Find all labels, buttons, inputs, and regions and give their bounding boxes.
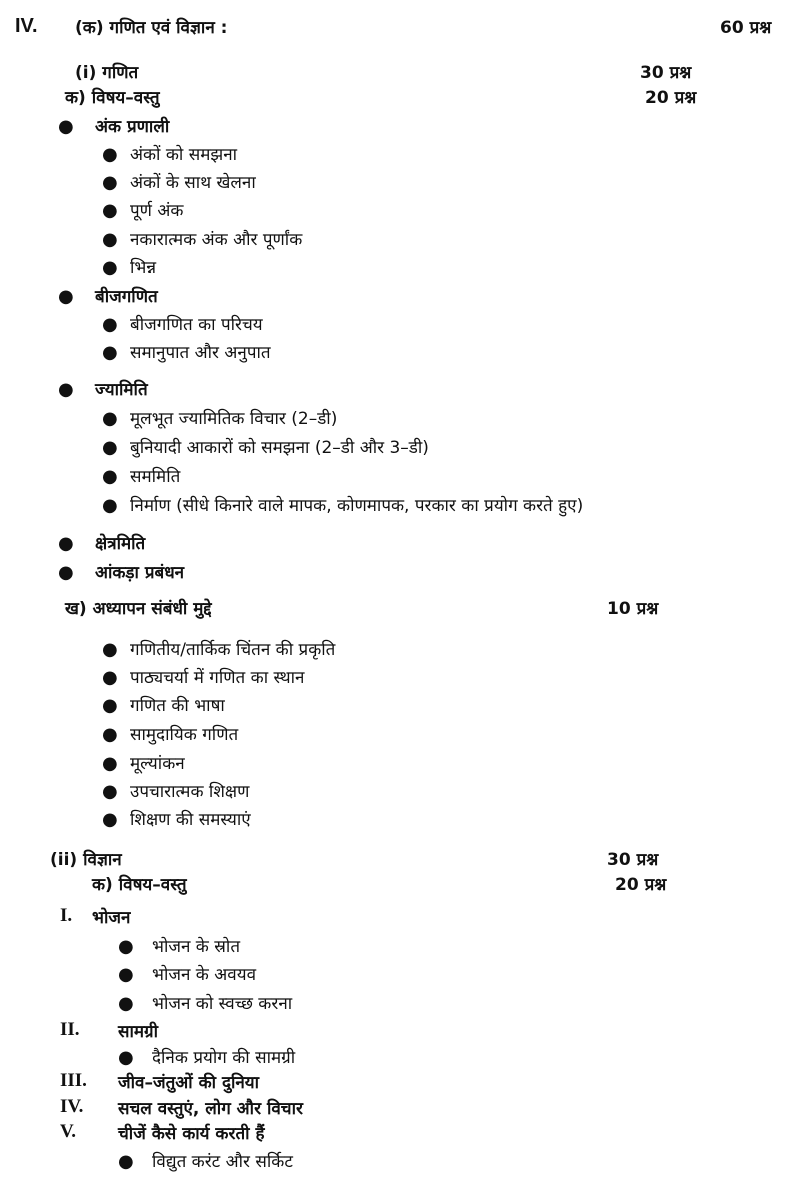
- pedagogy-title: ख) अध्यापन संबंधी मुद्दे: [65, 599, 212, 619]
- list-item: अंकों के साथ खेलना: [130, 173, 256, 193]
- bullet-icon: ●: [102, 342, 118, 363]
- bullet-icon: ●: [102, 172, 118, 193]
- list-item: बीजगणित का परिचय: [130, 315, 263, 335]
- list-item: भोजन के अवयव: [152, 965, 257, 985]
- science-count: 30 प्रश्न: [607, 850, 659, 870]
- topic-heading: क्षेत्रमिति: [95, 534, 146, 554]
- topic-heading: बीजगणित: [95, 287, 158, 307]
- maths-title: (i) गणित: [75, 63, 139, 83]
- bullet-icon: ●: [102, 695, 118, 716]
- list-item: दैनिक प्रयोग की सामग्री: [152, 1048, 296, 1068]
- list-item: नकारात्मक अंक और पूर्णांक: [130, 230, 303, 250]
- bullet-icon: ●: [102, 724, 118, 745]
- science-content-count: 20 प्रश्न: [615, 875, 667, 895]
- science-title: (ii) विज्ञान: [50, 850, 122, 870]
- list-item: सममिति: [130, 467, 181, 487]
- bullet-icon: ●: [102, 144, 118, 165]
- bullet-icon: ●: [102, 200, 118, 221]
- topic-heading: सामग्री: [118, 1022, 159, 1042]
- list-item: भिन्न: [130, 258, 157, 278]
- bullet-icon: ●: [102, 257, 118, 278]
- topic-heading: भोजन: [92, 908, 131, 928]
- list-item: शिक्षण की समस्याएं: [130, 810, 251, 830]
- list-item: पूर्ण अंक: [130, 201, 184, 221]
- topic-heading: आंकड़ा प्रबंधन: [95, 563, 185, 583]
- list-item: विद्युत करंट और सर्किट: [152, 1152, 293, 1172]
- bullet-icon: ●: [118, 1047, 134, 1068]
- bullet-icon: ●: [102, 753, 118, 774]
- bullet-icon: ●: [118, 1151, 134, 1172]
- topic-heading: चीजें कैसे कार्य करती हैं: [118, 1124, 265, 1144]
- topic-numeral: V.: [60, 1121, 77, 1142]
- bullet-icon: ●: [102, 437, 118, 458]
- bullet-icon: ●: [102, 667, 118, 688]
- topic-heading: जीव–जंतुओं की दुनिया: [118, 1073, 260, 1093]
- topic-heading: ज्यामिति: [95, 380, 148, 400]
- bullet-icon: ●: [102, 639, 118, 660]
- pedagogy-count: 10 प्रश्न: [607, 599, 659, 619]
- list-item: पाठ्यचर्या में गणित का स्थान: [130, 668, 305, 688]
- topic-heading: सचल वस्तुएं, लोग और विचार: [118, 1099, 303, 1119]
- science-content-title: क) विषय–वस्तु: [92, 875, 187, 895]
- topic-bullet-icon: ●: [58, 116, 74, 137]
- maths-content-title: क) विषय–वस्तु: [65, 88, 160, 108]
- bullet-icon: ●: [118, 936, 134, 957]
- topic-bullet-icon: ●: [58, 562, 74, 583]
- list-item: समानुपात और अनुपात: [130, 343, 271, 363]
- bullet-icon: ●: [102, 229, 118, 250]
- bullet-icon: ●: [102, 408, 118, 429]
- topic-heading: अंक प्रणाली: [95, 117, 170, 137]
- list-item: भोजन को स्वच्छ करना: [152, 994, 293, 1014]
- topic-bullet-icon: ●: [58, 286, 74, 307]
- list-item: गणित की भाषा: [130, 696, 225, 716]
- list-item: अंकों को समझना: [130, 145, 238, 165]
- list-item: निर्माण (सीधे किनारे वाले मापक, कोणमापक, परकार का प्रयोग करते हुए): [130, 496, 584, 516]
- maths-count: 30 प्रश्न: [640, 63, 692, 83]
- bullet-icon: ●: [102, 781, 118, 802]
- list-item: मूलभूत ज्यामितिक विचार (2–डी): [130, 409, 338, 429]
- bullet-icon: ●: [102, 809, 118, 830]
- topic-numeral: IV.: [60, 1096, 84, 1117]
- list-item: मूल्यांकन: [130, 754, 185, 774]
- topic-numeral: III.: [60, 1070, 87, 1091]
- list-item: बुनियादी आकारों को समझना (2–डी और 3–डी): [130, 438, 429, 458]
- list-item: सामुदायिक गणित: [130, 725, 239, 745]
- maths-content-count: 20 प्रश्न: [645, 88, 697, 108]
- list-item: भोजन के स्रोत: [152, 937, 241, 957]
- topic-bullet-icon: ●: [58, 379, 74, 400]
- bullet-icon: ●: [118, 964, 134, 985]
- bullet-icon: ●: [118, 993, 134, 1014]
- bullet-icon: ●: [102, 314, 118, 335]
- topic-numeral: II.: [60, 1019, 80, 1040]
- bullet-icon: ●: [102, 495, 118, 516]
- topic-numeral: I.: [60, 905, 73, 926]
- topic-bullet-icon: ●: [58, 533, 74, 554]
- bullet-icon: ●: [102, 466, 118, 487]
- section-numeral: IV.: [15, 15, 38, 37]
- section-count: 60 प्रश्न: [720, 18, 772, 38]
- section-title: (क) गणित एवं विज्ञान :: [75, 18, 228, 38]
- list-item: गणितीय/तार्किक चिंतन की प्रकृति: [130, 640, 336, 660]
- list-item: उपचारात्मक शिक्षण: [130, 782, 250, 802]
